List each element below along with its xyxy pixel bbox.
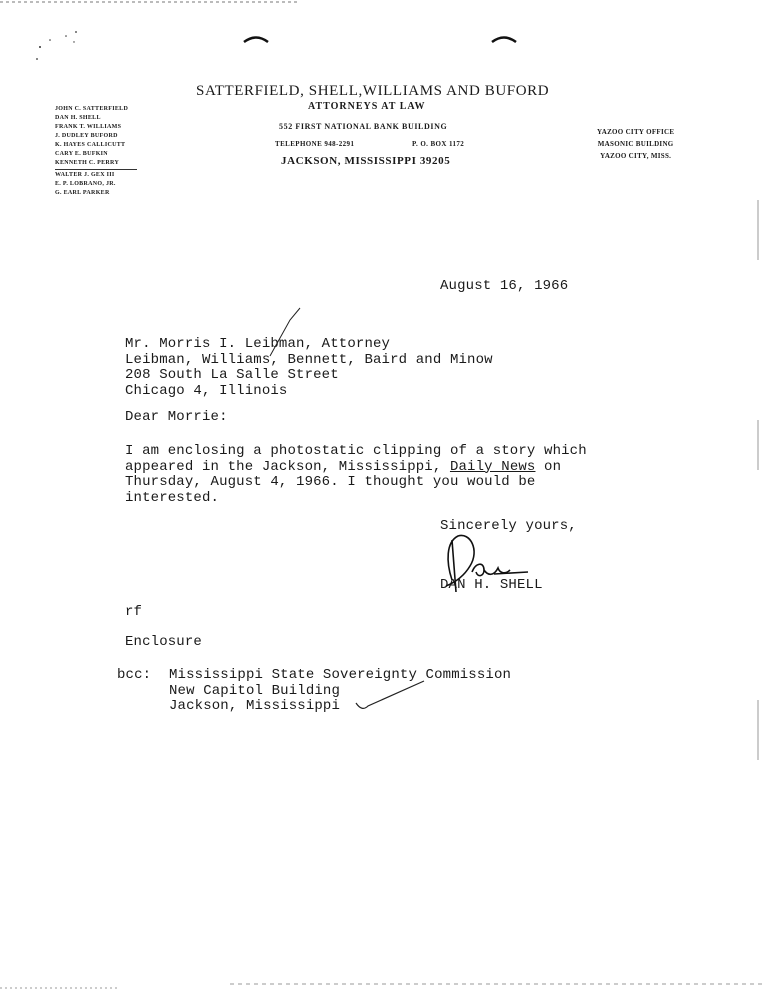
- partner-name: FRANK T. WILLIAMS: [55, 124, 122, 130]
- scan-specks: [36, 31, 77, 60]
- firm-po-box: P. O. BOX 1172: [412, 140, 465, 148]
- firm-telephone: TELEPHONE 948-2291: [275, 140, 355, 148]
- branch-office-line: YAZOO CITY, MISS.: [600, 152, 672, 160]
- partner-name: CARY E. BUFKIN: [55, 151, 108, 157]
- bcc-line: New Capitol Building: [169, 682, 341, 699]
- newspaper-title: Daily News: [449, 458, 536, 475]
- hole-punch-mark: [244, 38, 268, 43]
- body-text: appeared in the Jackson, Mississippi,: [125, 458, 450, 475]
- partner-list: [55, 105, 137, 198]
- firm-subtitle: ATTORNEYS AT LAW: [308, 101, 426, 112]
- firm-building: 552 FIRST NATIONAL BANK BUILDING: [279, 122, 448, 131]
- letter-date: August 16, 1966: [440, 278, 569, 294]
- salutation: Dear Morrie:: [125, 409, 228, 425]
- partner-divider: [55, 169, 137, 170]
- body-text: on: [535, 458, 562, 475]
- address-line: Leibman, Williams, Bennett, Baird and Minow: [125, 351, 493, 368]
- body-line: interested.: [125, 489, 220, 506]
- typist-initials: rf: [125, 604, 143, 620]
- body-line: [125, 460, 625, 476]
- partner-name: K. HAYES CALLICUTT: [55, 142, 126, 148]
- partner-name: DAN H. SHELL: [55, 115, 101, 121]
- associate-name: E. P. LOBRANO, JR.: [55, 181, 116, 187]
- address-line: 208 South La Salle Street: [125, 367, 339, 384]
- hole-punch-mark: [492, 38, 516, 43]
- associate-name: G. EARL PARKER: [55, 190, 110, 196]
- firm-city: JACKSON, MISSISSIPPI 39205: [281, 155, 451, 167]
- enclosure-note: Enclosure: [125, 634, 202, 650]
- partner-name: J. DUDLEY BUFORD: [55, 133, 118, 139]
- letter-body: [125, 444, 625, 506]
- address-line: Chicago 4, Illinois: [125, 382, 288, 399]
- branch-office-line: MASONIC BUILDING: [597, 140, 674, 148]
- partner-name: KENNETH C. PERRY: [55, 160, 120, 166]
- body-line: Thursday, August 4, 1966. I thought you would be: [125, 474, 536, 491]
- signer-name: DAN H. SHELL: [440, 577, 543, 593]
- closing: Sincerely yours,: [440, 518, 577, 534]
- branch-office-line: YAZOO CITY OFFICE: [597, 128, 675, 136]
- associate-name: WALTER J. GEX III: [55, 172, 115, 178]
- bcc-label: bcc:: [117, 667, 152, 683]
- bcc-line: Jackson, Mississippi: [169, 698, 341, 715]
- address-line: Mr. Morris I. Leibman, Attorney: [125, 336, 391, 352]
- recipient-address: [125, 337, 493, 399]
- body-line: I am enclosing a photostatic clipping of a story which: [125, 443, 587, 459]
- partner-name: JOHN C. SATTERFIELD: [55, 106, 129, 112]
- bcc-line: Mississippi State Sovereignty Commission: [169, 667, 512, 683]
- firm-name: SATTERFIELD, SHELL,WILLIAMS AND BUFORD: [196, 83, 550, 99]
- branch-office: [597, 126, 674, 162]
